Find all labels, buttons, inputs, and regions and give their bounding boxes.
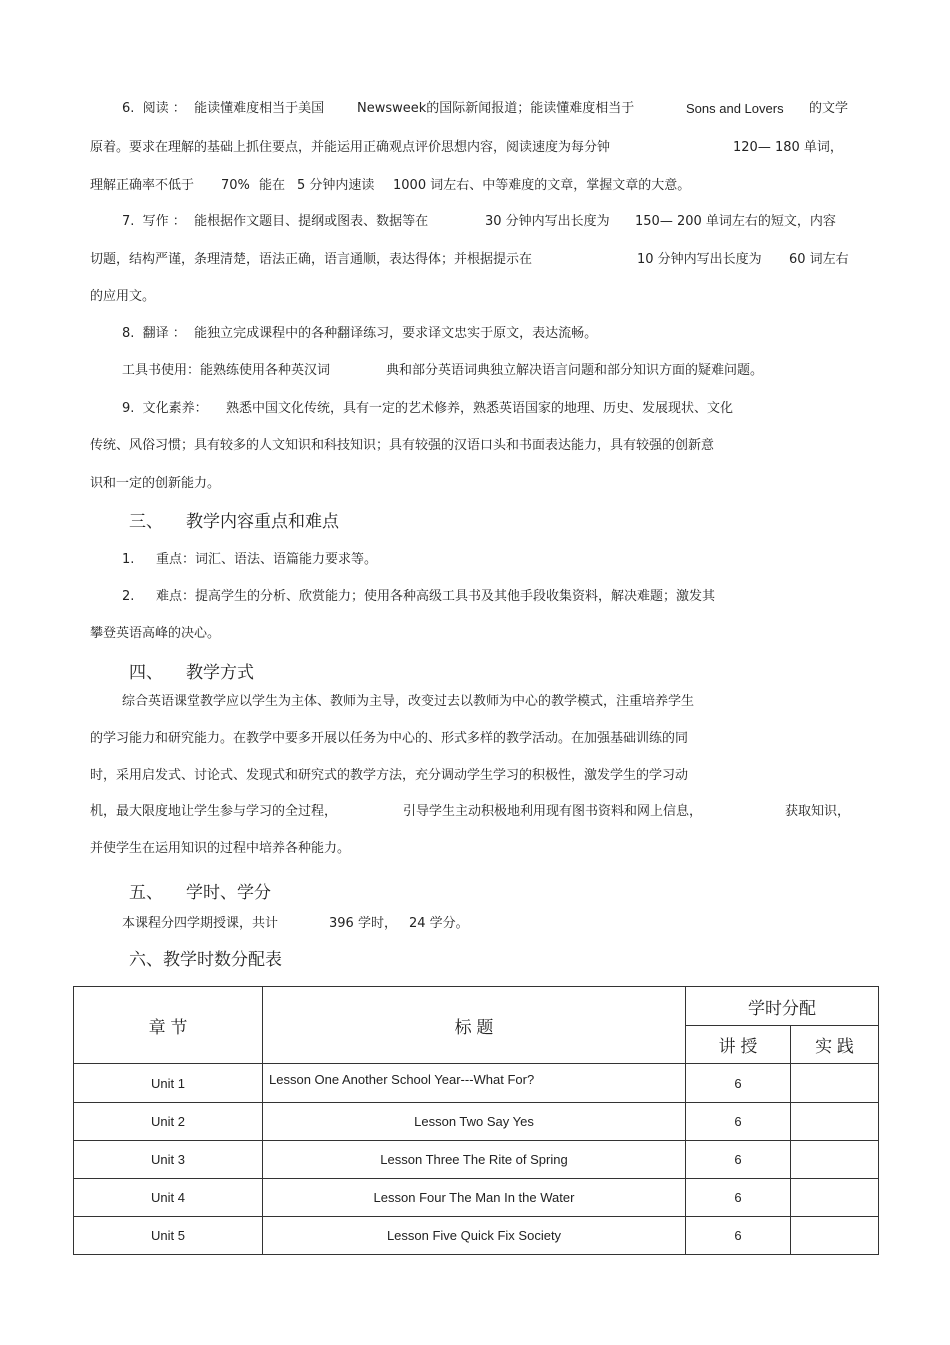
translation-line: 8. 翻译 ： 能独立完成课程中的各种翻译练习，要求译文忠实于原文，表达流畅。 xyxy=(122,326,598,341)
reading-line3-d: 5 分钟内速读 xyxy=(297,178,375,193)
writing-line1-a: 7. 写作 ： 能根据作文题目、提纲或图表、数据等在 xyxy=(122,214,429,229)
section3-item2-text: 难点：提高学生的分析、欣赏能力；使用各种高级工具书及其他手段收集资料，解决难题；激发其 xyxy=(156,589,716,604)
culture-line1-a: 9. 文化素养： xyxy=(122,401,208,416)
section4-para-line2: 的学习能力和研究能力。在教学中要多开展以任务为中心的、形式多样的教学活动。在加强基础训练的同 xyxy=(90,731,689,746)
writing-line2-c: 60 词左右 xyxy=(789,252,849,267)
lecture-hours-cell: 6 xyxy=(686,1141,791,1179)
lecture-hours-cell: 6 xyxy=(686,1064,791,1103)
title-cell: Lesson Five Quick Fix Society xyxy=(263,1217,686,1255)
section3-item1-text: 重点：词汇、语法、语篇能力要求等。 xyxy=(156,552,378,567)
title-cell: Lesson One Another School Year---What For? xyxy=(263,1064,686,1103)
practice-hours-cell xyxy=(791,1217,879,1255)
reading-line1-d: 的文学 xyxy=(809,101,849,116)
reading-line3-c: 能在 xyxy=(259,178,286,193)
lecture-hours-cell: 6 xyxy=(686,1217,791,1255)
section3-item2-num: 2. xyxy=(122,589,135,604)
section4-para-line4-a: 机，最大限度地让学生参与学习的全过程， xyxy=(90,804,338,819)
hours-allocation-table xyxy=(73,986,879,1255)
section5-text-b: 396 学时， xyxy=(329,916,397,931)
reading-line3-b: 70% xyxy=(221,178,250,193)
reading-line1-c: Sons and Lovers xyxy=(686,101,784,116)
section4-para-line1: 综合英语课堂教学应以学生为主体、教师为主导，改变过去以教师为中心的教学模式，注重培养学生 xyxy=(122,694,695,709)
section4-para-line4-b: 引导学生主动积极地利用现有图书资料和网上信息， xyxy=(403,804,703,819)
section5-title: 学时、学分 xyxy=(186,883,271,903)
section6-title: 六、教学时数分配表 xyxy=(129,950,282,970)
header-practice: 实 践 xyxy=(791,1026,879,1064)
section4-num: 四、 xyxy=(129,663,163,683)
title-cell: Lesson Two Say Yes xyxy=(263,1103,686,1141)
reading-line3-a: 理解正确率不低于 xyxy=(90,178,195,193)
practice-hours-cell xyxy=(791,1103,879,1141)
reading-line1-a: 6. 阅读 ： 能读懂难度相当于美国 xyxy=(122,101,325,116)
header-hours-allocation: 学时分配 xyxy=(686,987,879,1026)
reading-line3-e: 1000 词左右、中等难度的文章，掌握文章的大意。 xyxy=(393,178,691,193)
reading-line1-b: Newsweek的国际新闻报道；能读懂难度相当于 xyxy=(357,101,635,116)
section3-title: 教学内容重点和难点 xyxy=(186,512,339,532)
unit-cell: Unit 3 xyxy=(74,1141,263,1179)
section5-num: 五、 xyxy=(129,883,163,903)
writing-line3: 的应用文。 xyxy=(90,289,156,304)
writing-line1-b: 30 分钟内写出长度为 xyxy=(485,214,610,229)
section4-para-line5: 并使学生在运用知识的过程中培养各种能力。 xyxy=(90,841,351,856)
writing-line1-c: 150— 200 单词左右的短文，内容 xyxy=(635,214,836,229)
title-cell: Lesson Four The Man In the Water xyxy=(263,1179,686,1217)
section3-item2-cont: 攀登英语高峰的决心。 xyxy=(90,626,221,641)
section4-para-line3: 时，采用启发式、讨论式、发现式和研究式的教学方法，充分调动学生学习的积极性，激发学生的学习动 xyxy=(90,768,689,783)
reading-line2-b: 120— 180 单词， xyxy=(733,140,843,155)
practice-hours-cell xyxy=(791,1179,879,1217)
unit-cell: Unit 4 xyxy=(74,1179,263,1217)
section4-title: 教学方式 xyxy=(186,663,254,683)
practice-hours-cell xyxy=(791,1064,879,1103)
unit-cell: Unit 5 xyxy=(74,1217,263,1255)
header-lecture: 讲 授 xyxy=(686,1026,791,1064)
section3-item1-num: 1. xyxy=(122,552,135,567)
writing-line2-a: 切题，结构严谨，条理清楚，语法正确，语言通顺，表达得体；并根据提示在 xyxy=(90,252,533,267)
section3-num: 三、 xyxy=(129,512,163,532)
title-cell: Lesson Three The Rite of Spring xyxy=(263,1141,686,1179)
unit-cell: Unit 2 xyxy=(74,1103,263,1141)
table-row xyxy=(74,1103,879,1141)
culture-line2: 传统、风俗习惯；具有较多的人文知识和科技知识；具有较强的汉语口头和书面表达能力，具有较强的创新意 xyxy=(90,438,715,453)
header-title: 标 题 xyxy=(263,987,686,1064)
tools-line-b: 典和部分英语词典独立解决语言问题和部分知识方面的疑难问题。 xyxy=(386,363,764,378)
table-row xyxy=(74,1179,879,1217)
lecture-hours-cell: 6 xyxy=(686,1179,791,1217)
tools-line-a: 工具书使用：能熟练使用各种英汉词 xyxy=(122,363,331,378)
section4-para-line4-c: 获取知识， xyxy=(785,804,851,819)
reading-line2-a: 原着。要求在理解的基础上抓住要点，并能运用正确观点评价思想内容，阅读速度为每分钟 xyxy=(90,140,611,155)
lecture-hours-cell: 6 xyxy=(686,1103,791,1141)
section5-text-a: 本课程分四学期授课，共计 xyxy=(122,916,279,931)
culture-line1-b: 熟悉中国文化传统，具有一定的艺术修养，熟悉英语国家的地理、历史、发展现状、文化 xyxy=(226,401,734,416)
section5-text-c: 24 学分。 xyxy=(409,916,469,931)
practice-hours-cell xyxy=(791,1141,879,1179)
table-row xyxy=(74,1217,879,1255)
culture-line3: 识和一定的创新能力。 xyxy=(90,476,221,491)
table-row xyxy=(74,1141,879,1179)
unit-cell: Unit 1 xyxy=(74,1064,263,1103)
writing-line2-b: 10 分钟内写出长度为 xyxy=(637,252,762,267)
header-chapter: 章 节 xyxy=(74,987,263,1064)
table-row xyxy=(74,1064,879,1103)
